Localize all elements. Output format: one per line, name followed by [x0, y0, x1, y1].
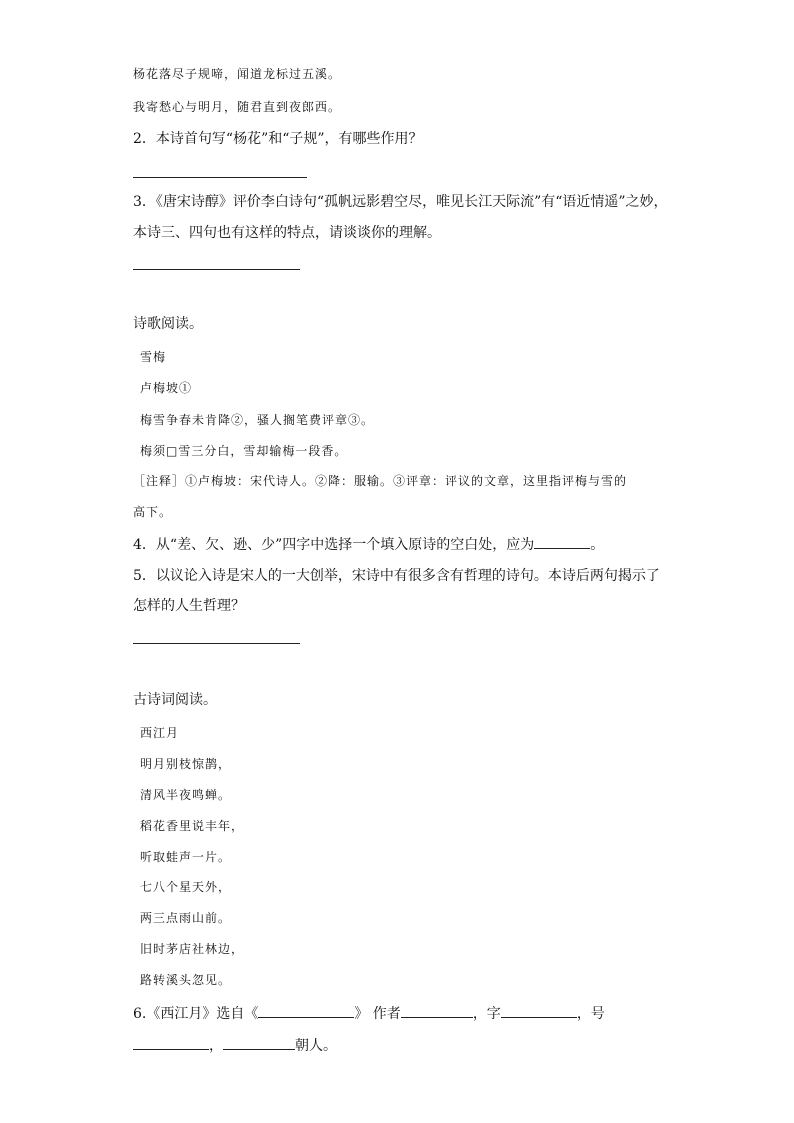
poem-title-xijiangyue: 西江月 [140, 726, 180, 740]
answer-line-q3[interactable] [133, 269, 300, 270]
answer-line-q5[interactable] [133, 643, 300, 644]
poem-line-xjy-1: 明月别枝惊鹊， [140, 757, 232, 771]
poem-line-xjy-5: 七八个星天外， [140, 880, 232, 894]
question-6-sep: ， [209, 1038, 223, 1054]
blank-q4[interactable] [534, 534, 590, 549]
poem-author: 卢梅坡① [140, 381, 193, 395]
question-5-line-1: 5．以议论入诗是宋人的一大创举，宋诗中有很多含有哲理的诗句。本诗后两句揭示了 [133, 568, 660, 584]
question-6-hao-label: ，号 [576, 1006, 605, 1022]
section-heading-poetry: 诗歌阅读。 [133, 316, 203, 332]
blank-q6-hao[interactable] [133, 1035, 209, 1050]
question-6-prefix: 6.《西江月》选自《 [133, 1006, 259, 1022]
poem-line-xuemei-1: 梅雪争春未肯降②，骚人搁笔费评章③。 [140, 413, 375, 427]
question-6-line-2 [133, 1035, 337, 1056]
poem-line-xjy-2: 清风半夜鸣蝉。 [140, 788, 232, 802]
blank-q6-dynasty[interactable] [223, 1035, 295, 1050]
section-heading-ancient-poetry: 古诗词阅读。 [133, 692, 217, 708]
blank-q6-zi[interactable] [501, 1003, 577, 1018]
poem-line-2: 我寄愁心与明月，随君直到夜郎西。 [133, 100, 342, 114]
question-4-end: 。 [590, 537, 605, 553]
question-4-text: 4．从“差、欠、逊、少”四字中选择一个填入原诗的空白处，应为 [133, 537, 535, 553]
poem-title-xuemei: 雪梅 [140, 350, 167, 364]
question-6-author-label: 》 作者 [354, 1006, 401, 1022]
blank-q6-source[interactable] [258, 1003, 354, 1018]
poem-line-1: 杨花落尽子规啼，闻道龙标过五溪。 [133, 67, 342, 81]
question-3-line-1: 3．《唐宋诗醇》评价李白诗句“孤帆远影碧空尽，唯见长江天际流”有“语近情遥”之妙， [133, 194, 668, 210]
question-5-line-2: 怎样的人生哲理？ [133, 598, 245, 614]
question-6-zi-label: ，字 [472, 1006, 501, 1022]
annotation-line-2: 高下。 [133, 505, 173, 519]
poem-line-xjy-8: 路转溪头忽见。 [140, 973, 232, 987]
poem-line-xjy-7: 旧时茅店社林边， [140, 942, 245, 956]
poem-line-xjy-6: 两三点雨山前。 [140, 911, 232, 925]
poem-line-xuemei-2: 梅须□雪三分白，雪却输梅一段香。 [140, 444, 348, 458]
poem-line-xjy-4: 听取蛙声一片。 [140, 850, 232, 864]
question-3-line-2: 本诗三、四句也有这样的特点，请谈谈你的理解。 [133, 225, 441, 241]
question-6-line-1 [133, 1003, 605, 1024]
question-4 [133, 534, 604, 555]
answer-line-q2[interactable] [133, 177, 307, 178]
annotation-line-1: ［注释］①卢梅坡：宋代诗人。②降：服输。③评章：评议的文章，这里指评梅与雪的 [133, 474, 628, 488]
poem-line-xjy-3: 稻花香里说丰年， [140, 819, 245, 833]
blank-q6-author[interactable] [401, 1003, 473, 1018]
question-6-end: 朝人。 [295, 1038, 337, 1054]
question-2: 2．本诗首句写“杨花”和“子规”，有哪些作用？ [133, 131, 423, 147]
